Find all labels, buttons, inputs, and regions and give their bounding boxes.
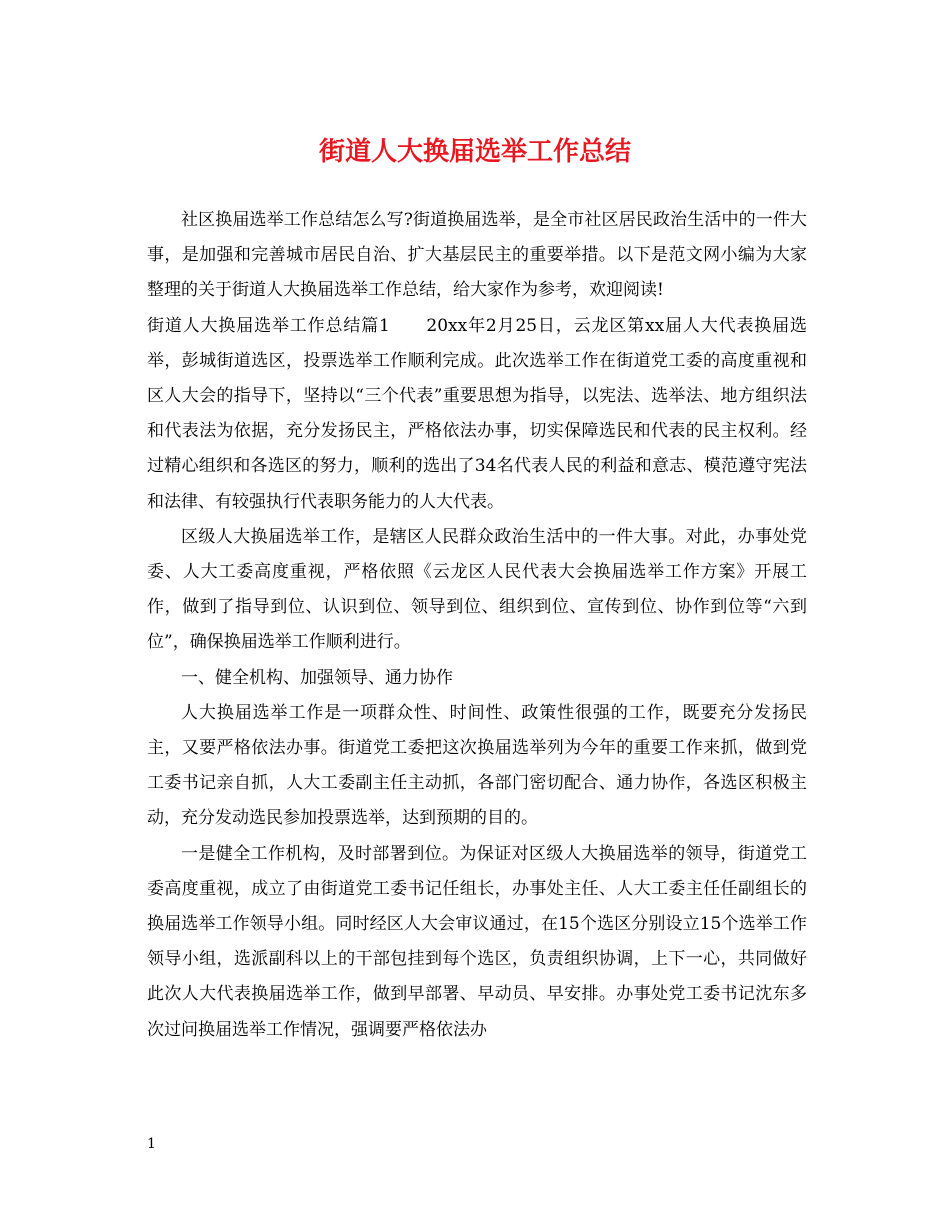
body-paragraph-2: 区级人大换届选举工作，是辖区人民群众政治生活中的一件大事。对此，办事处党委、人大工委高度重视，严格依照《云龙区人民代表大会换届选举工作方案》开展工作，做到了指导到位、认识到位、领导到位、组织到位、宣传到位、协作到位等“六到位”，确保换届选举工作顺利进行。 bbox=[147, 526, 807, 653]
intro-paragraph: 社区换届选举工作总结怎么写?街道换届选举，是全市社区居民政治生活中的一件大事，是加强和完善城市居民自治、扩大基层民主的重要举措。以下是范文网小编为大家整理的关于街道人大换届选举工作总结，给大家作为参考，欢迎阅读! bbox=[147, 210, 807, 301]
body-paragraph-4: 人大换届选举工作是一项群众性、时间性、政策性很强的工作，既要充分发扬民主，又要严格依法办事。街道党工委把这次换届选举列为今年的重要工作来抓，做到党工委书记亲自抓，人大工委副主任主动抓，各部门密切配合、通力协作，各选区积极主动，充分发动选民参加投票选举，达到预期的目的。 bbox=[147, 702, 807, 829]
page-number: 1 bbox=[147, 1136, 156, 1152]
section-paragraph-1: 街道人大换届选举工作总结篇1 20xx年2月25日，云龙区第xx届人大代表换届选举，彭城街道选区，投票选举工作顺利完成。此次选举工作在街道党工委的高度重视和区人大会的指导下，坚持以“三个代表”重要思想为指导，以宪法、选举法、地方组织法和代表法为依据，充分发扬民主，严格依法办事，切实保障选民和代表的民主权利。经过精心组织和各选区的努力，顺利的选出了34名代表人民的利益和意志、模范遵守宪法和法律、有较强执行代表职务能力的人大代表。 bbox=[147, 315, 807, 512]
document-body bbox=[147, 203, 807, 1048]
body-paragraph-5: 一是健全工作机构，及时部署到位。为保证对区级人大换届选举的领导，街道党工委高度重视，成立了由街道党工委书记任组长，办事处主任、人大工委主任任副组长的换届选举工作领导小组。同时经区人大会审议通过，在15个选区分别设立15个选举工作领导小组，选派副科以上的干部包挂到每个选区，负责组织协调，上下一心，共同做好此次人大代表换届选举工作，做到早部署、早动员、早安排。办事处党工委书记沈东多次过问换届选举工作情况，强调要严格依法办 bbox=[147, 843, 807, 1040]
document-title: 街道人大换届选举工作总结 bbox=[318, 137, 631, 167]
section-heading: 一、健全机构、加强领导、通力协作 bbox=[181, 667, 453, 688]
